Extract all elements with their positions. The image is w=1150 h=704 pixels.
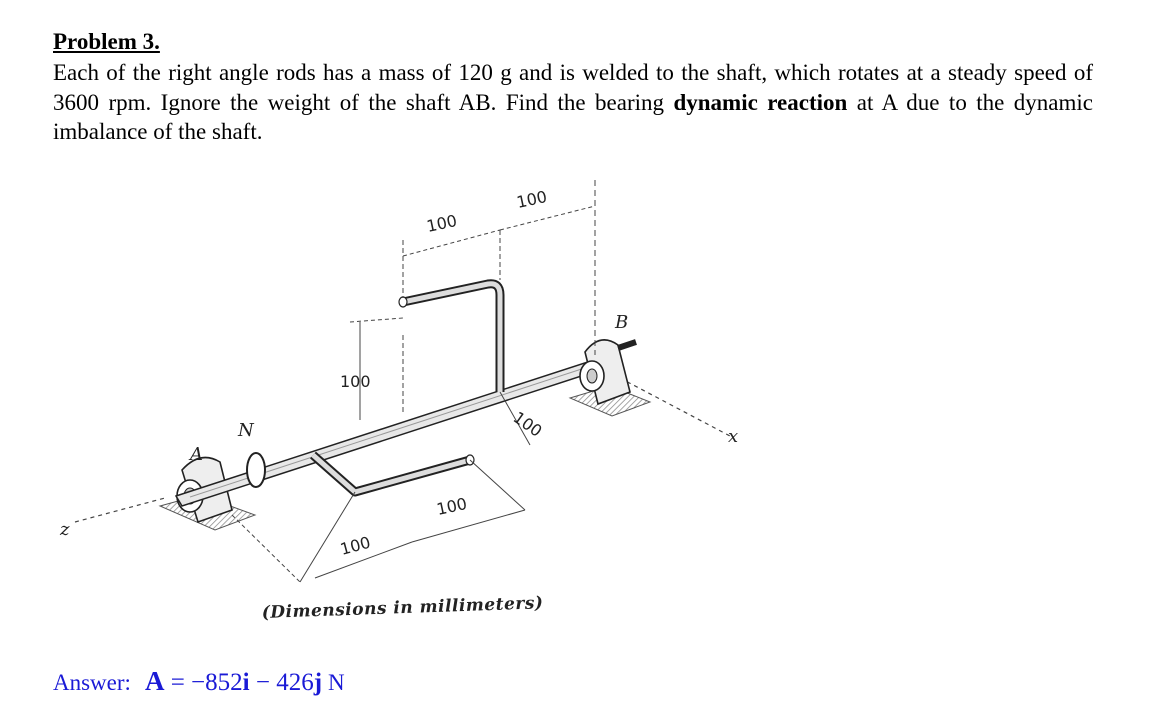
collar-n (247, 453, 265, 487)
answer-j: j (313, 669, 323, 696)
point-a-label: A (190, 444, 203, 465)
answer-minus: − 426 (249, 669, 314, 696)
dim-bottom-center: 100 (434, 493, 469, 519)
point-b-label: B (615, 312, 629, 333)
problem-statement (53, 58, 1093, 147)
problem-text-bold: dynamic reaction (673, 89, 848, 115)
x-axis-label: x (728, 426, 739, 447)
answer-equation (164, 669, 322, 696)
dim-vertical: 100 (340, 372, 371, 391)
answer-unit: N (328, 670, 345, 695)
dim-top-left: 100 (424, 210, 459, 236)
figure-caption: (Dimensions in millimeters) (261, 593, 544, 623)
problem-text-part2: at A due to the dynamic imbalance of the shaft. (53, 89, 1093, 144)
answer-label: Answer: (53, 670, 131, 695)
dim-line-bottom-center (412, 510, 525, 542)
answer-i: i (242, 669, 250, 696)
answer-variable: A (144, 666, 165, 696)
dim-line-top-left (403, 230, 500, 256)
dim-line-top-right (500, 206, 595, 230)
dim-bottom-left: 100 (338, 532, 373, 559)
dim-diagonal: 100 (509, 407, 546, 441)
shaft-figure (0, 170, 800, 640)
problem-text-part1: Each of the right angle rods has a mass of 120 g and is welded to the shaft, which rotates at a steady speed of 3600 rpm. Ignore the weight of the shaft AB. Find the bearing (53, 60, 1093, 115)
z-axis-label: z (60, 519, 70, 540)
dim-top-right: 100 (514, 186, 549, 212)
point-n-label: N (238, 420, 254, 441)
problem-title: Problem 3. (53, 29, 160, 54)
shaft-drawing (0, 170, 800, 640)
z-axis-line (75, 498, 165, 522)
answer-eq-value: = −852 (170, 669, 243, 696)
answer-line (53, 666, 345, 698)
